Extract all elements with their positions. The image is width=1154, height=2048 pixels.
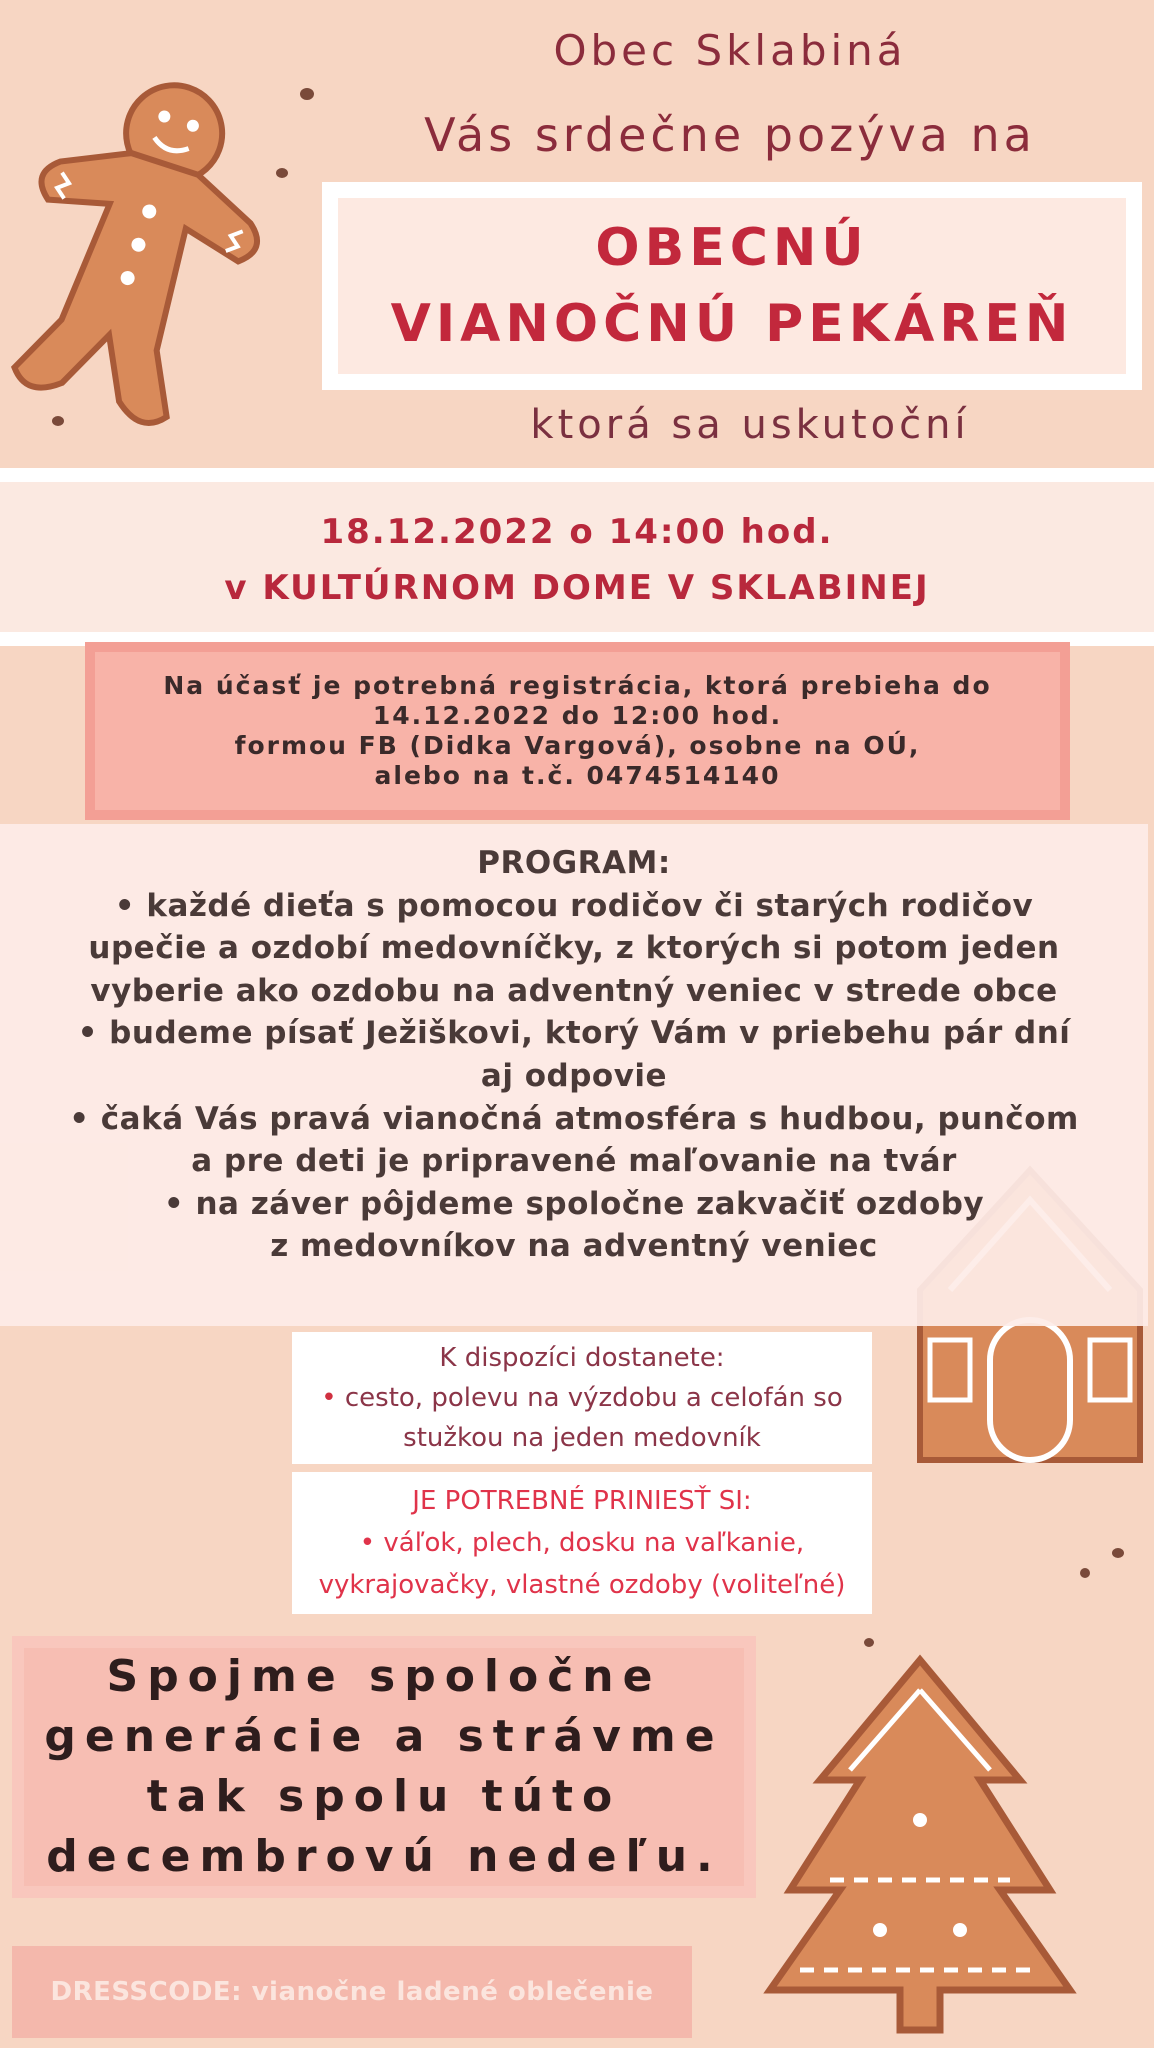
slogan-box bbox=[12, 1636, 756, 1898]
program-line: z medovníkov na adventný veniec bbox=[270, 1228, 878, 1265]
program-line: vyberie ako ozdobu na adventný veniec v strede obce bbox=[90, 972, 1058, 1009]
provided-box bbox=[292, 1332, 872, 1464]
crumb-dot bbox=[1112, 1548, 1124, 1558]
dresscode-box bbox=[12, 1946, 692, 2038]
date-band bbox=[0, 468, 1154, 646]
invitation-text: Vás srdečne pozýva na bbox=[424, 108, 1036, 162]
bullet-icon: • bbox=[321, 1383, 337, 1413]
provided-line-text: cesto, polevu na výzdobu a celofán so bbox=[344, 1383, 843, 1413]
gingerbread-man-icon bbox=[0, 40, 290, 430]
gingerbread-tree-icon bbox=[760, 1640, 1080, 2040]
crumb-dot bbox=[1080, 1568, 1090, 1578]
program-line: • budeme písať Ježiškovi, ktorý Vám v priebehu pár dní bbox=[77, 1015, 1071, 1052]
registration-line: alebo na t.č. 0474514140 bbox=[374, 761, 781, 790]
crumb-dot bbox=[276, 168, 288, 178]
program-line: • každé dieťa s pomocou rodičov či starých rodičov bbox=[114, 887, 1034, 924]
slogan-line: generácie a strávme bbox=[44, 1711, 724, 1762]
dresscode-text: DRESSCODE: vianočne ladené oblečenie bbox=[50, 1977, 654, 2007]
takes-place-text: ktorá sa uskutoční bbox=[530, 402, 970, 448]
slogan-line: tak spolu túto bbox=[146, 1771, 622, 1822]
program-heading: PROGRAM: bbox=[477, 845, 671, 881]
event-datetime: 18.12.2022 o 14:00 hod. bbox=[320, 512, 834, 552]
program-line: • čaká Vás pravá vianočná atmosféra s hudbou, punčom bbox=[69, 1100, 1079, 1137]
bring-line: • váľok, plech, dosku na vaľkanie, bbox=[359, 1528, 805, 1558]
crumb-dot bbox=[52, 416, 64, 426]
registration-box bbox=[85, 642, 1070, 820]
bring-box bbox=[292, 1472, 872, 1614]
crumb-dot bbox=[300, 88, 314, 100]
provided-line: stužkou na jeden medovník bbox=[403, 1423, 761, 1453]
slogan-line: Spojme spoločne bbox=[106, 1651, 662, 1702]
organizer-title: Obec Sklabiná bbox=[553, 26, 907, 75]
bring-line: vykrajovačky, vlastné ozdoby (voliteľné) bbox=[318, 1570, 846, 1600]
slogan-line: decembrovú nedeľu. bbox=[46, 1831, 722, 1882]
program-line: upečie a ozdobí medovníčky, z ktorých si potom jeden bbox=[88, 930, 1060, 967]
registration-line: formou FB (Didka Vargová), osobne na OÚ, bbox=[234, 731, 921, 760]
event-place: v KULTÚRNOM DOME V SKLABINEJ bbox=[224, 568, 930, 608]
program-box bbox=[0, 824, 1148, 1326]
provided-heading: K dispozíci dostanete: bbox=[439, 1343, 725, 1373]
registration-line: Na účasť je potrebná registrácia, ktorá prebieha do bbox=[163, 671, 992, 700]
event-title-line1: OBECNÚ bbox=[595, 218, 869, 278]
bring-heading: JE POTREBNÉ PRINIESŤ SI: bbox=[412, 1486, 752, 1516]
event-title-box bbox=[322, 182, 1142, 390]
crumb-dot bbox=[864, 1638, 874, 1647]
registration-line: 14.12.2022 do 12:00 hod. bbox=[372, 701, 783, 730]
provided-line bbox=[292, 1378, 872, 1418]
program-line: • na záver pôjdeme spoločne zakvačiť ozdoby bbox=[163, 1185, 985, 1222]
program-line: aj odpovie bbox=[480, 1057, 668, 1094]
program-line: a pre deti je pripravené maľovanie na tvár bbox=[191, 1143, 957, 1180]
event-title-line2: VIANOČNÚ PEKÁREŇ bbox=[390, 294, 1074, 354]
